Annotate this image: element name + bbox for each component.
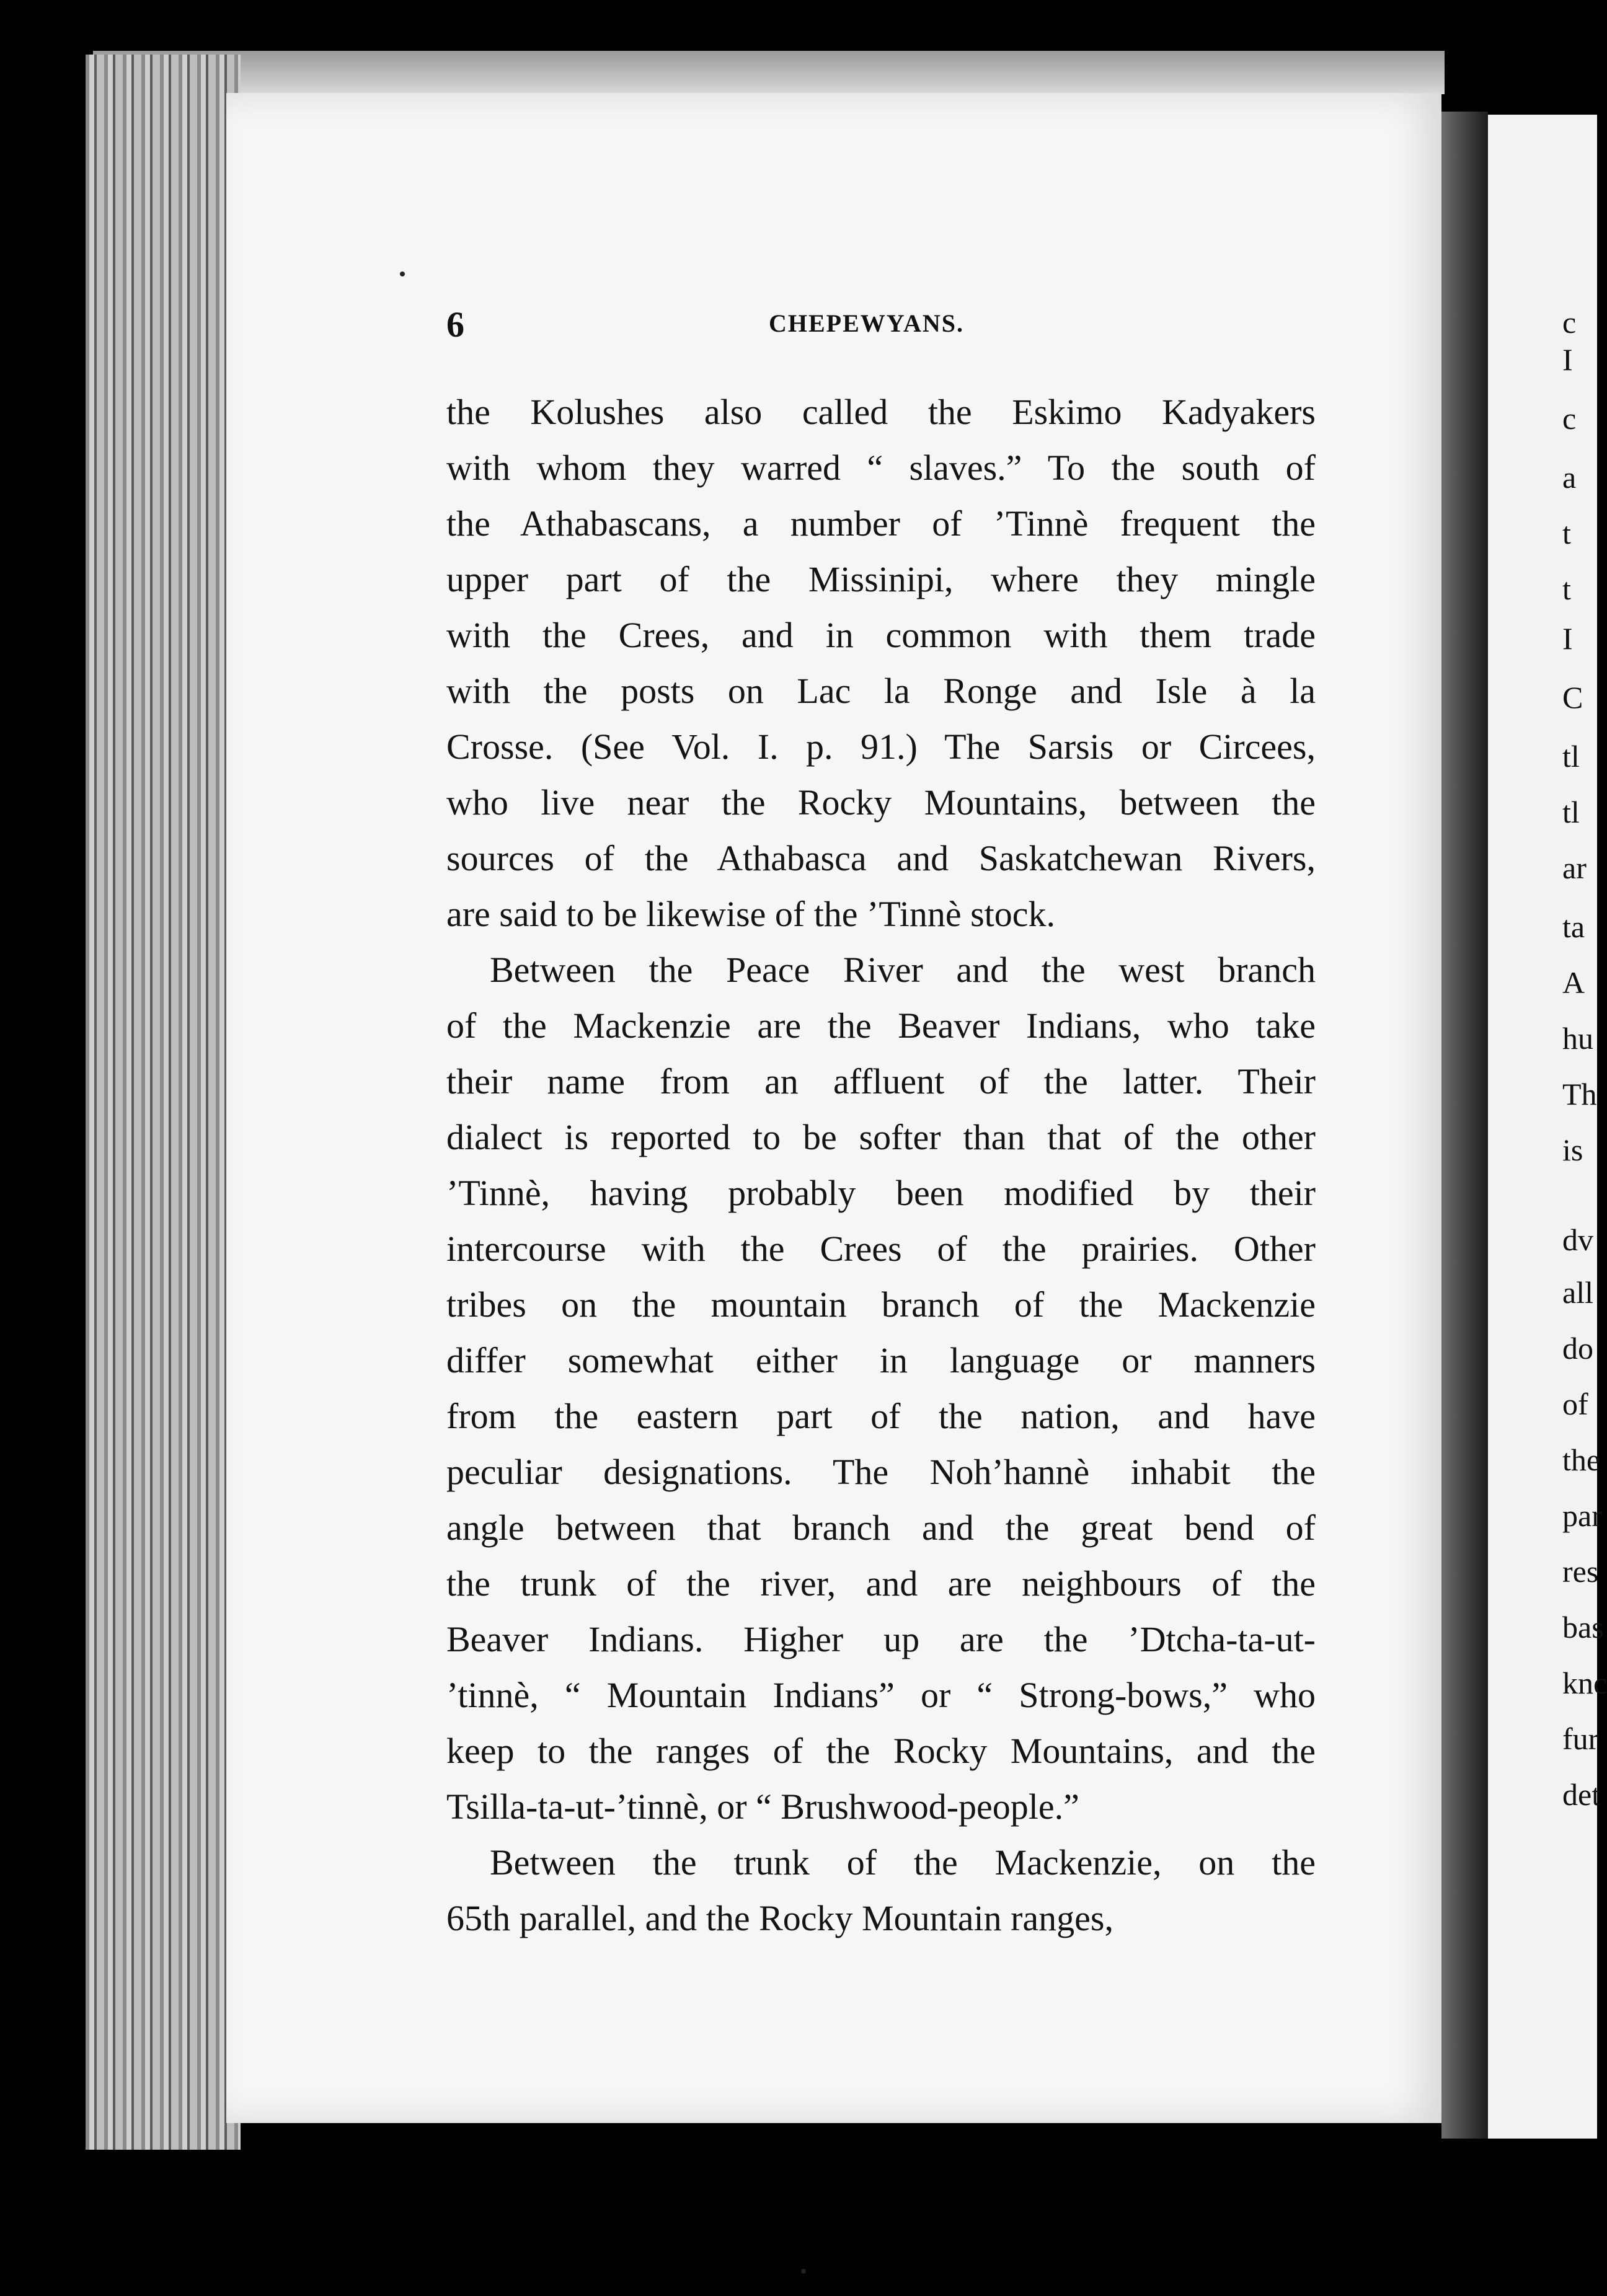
- speck: [400, 272, 405, 276]
- text-line: Between the trunk of the Mackenzie, on the: [490, 1842, 1316, 1883]
- facing-page-text-fragment: tl: [1562, 739, 1580, 774]
- facing-page-text-fragment: tl: [1562, 795, 1580, 829]
- text-line: Beaver Indians. Higher up are the ’Dtcha-ta-ut-: [446, 1619, 1316, 1659]
- facing-page-text-fragment: fur: [1562, 1721, 1599, 1756]
- facing-page-text-fragment: dv: [1562, 1222, 1593, 1257]
- facing-page-text-fragment: do: [1562, 1331, 1593, 1366]
- text-line: the trunk of the river, and are neighbours of the: [446, 1563, 1316, 1604]
- text-line: of the Mackenzie are the Beaver Indians, who take: [446, 1005, 1316, 1046]
- text-line: upper part of the Missinipi, where they mingle: [446, 559, 1316, 599]
- facing-page-text-fragment: Th: [1562, 1077, 1597, 1111]
- running-head: CHEPEWYANS.: [769, 309, 965, 337]
- text-line: with the posts on Lac la Ronge and Isle à la: [446, 671, 1316, 711]
- text-line: sources of the Athabasca and Saskatchewan Rivers,: [446, 838, 1316, 878]
- text-line: Between the Peace River and the west branch: [490, 950, 1316, 990]
- text-line: who live near the Rocky Mountains, between the: [446, 782, 1316, 823]
- text-line: with whom they warred “ slaves.” To the south of: [446, 448, 1316, 488]
- page-header: [446, 304, 1314, 347]
- facing-page-text-fragment: c: [1562, 401, 1577, 436]
- text-line: with the Crees, and in common with them trade: [446, 615, 1316, 655]
- page-number: 6: [446, 304, 464, 345]
- facing-page-text-fragment: par: [1562, 1498, 1602, 1533]
- text-line: their name from an affluent of the latter. Their: [446, 1061, 1316, 1102]
- text-line: tribes on the mountain branch of the Mackenzie: [446, 1284, 1316, 1325]
- facing-page-text-fragment: det: [1562, 1777, 1601, 1812]
- facing-page-text-fragment: knc: [1562, 1666, 1607, 1700]
- facing-page: [1488, 115, 1607, 2139]
- paragraph: [446, 942, 1316, 1835]
- text-line: peculiar designations. The Noh’hannè inhabit the: [446, 1452, 1316, 1492]
- facing-page-text-fragment: res: [1562, 1554, 1599, 1589]
- facing-page-text-fragment: hu: [1562, 1021, 1593, 1056]
- text-line: differ somewhat either in language or manners: [446, 1340, 1316, 1380]
- facing-page-text-fragment: t: [1562, 516, 1571, 550]
- text-line: from the eastern part of the nation, and have: [446, 1396, 1316, 1436]
- text-line: dialect is reported to be softer than that of the other: [446, 1117, 1316, 1157]
- text-line: 65th parallel, and the Rocky Mountain ranges,: [446, 1898, 1113, 1938]
- facing-page-text-fragment: c: [1562, 305, 1577, 340]
- facing-page-text-fragment: ar: [1562, 850, 1587, 885]
- facing-page-text-fragment: of: [1562, 1387, 1588, 1421]
- facing-page-text-fragment: all: [1562, 1275, 1593, 1310]
- facing-page-text-fragment: A: [1562, 965, 1585, 1000]
- paragraph: [446, 1835, 1316, 1946]
- facing-page-text-fragment: bas: [1562, 1610, 1604, 1645]
- facing-page-text-fragment: is: [1562, 1133, 1583, 1167]
- text-line: keep to the ranges of the Rocky Mountains, and the: [446, 1731, 1316, 1771]
- facing-page-text-fragment: I: [1562, 342, 1573, 377]
- page-stack-left-edge: [86, 55, 241, 2150]
- paragraph: [446, 384, 1316, 942]
- facing-page-text-fragment: the: [1562, 1442, 1601, 1477]
- text-line: the Athabascans, a number of ’Tinnè frequent the: [446, 503, 1316, 544]
- speck: [801, 2269, 806, 2274]
- text-line: angle between that branch and the great bend of: [446, 1508, 1316, 1548]
- text-line: Crosse. (See Vol. I. p. 91.) The Sarsis or Circees,: [446, 726, 1316, 767]
- facing-page-text-fragment: a: [1562, 460, 1577, 495]
- body-text: [446, 384, 1316, 1946]
- text-line: ’Tinnè, having probably been modified by their: [446, 1173, 1316, 1213]
- text-line: are said to be likewise of the ’Tinnè stock.: [446, 894, 1056, 934]
- text-line: Tsilla-ta-ut-’tinnè, or “ Brushwood-people.”: [446, 1786, 1079, 1827]
- text-line: the Kolushes also called the Eskimo Kadyakers: [446, 392, 1316, 432]
- facing-page-text-fragment: t: [1562, 572, 1571, 606]
- page-stack-top-edge: [93, 51, 1445, 94]
- text-line: intercourse with the Crees of the prairies. Other: [446, 1229, 1316, 1269]
- facing-page-text-fragment: I: [1562, 621, 1573, 656]
- text-line: ’tinnè, “ Mountain Indians” or “ Strong-bows,” who: [446, 1675, 1316, 1715]
- facing-page-text-fragment: C: [1562, 680, 1583, 715]
- book-gutter: [1441, 112, 1488, 2139]
- facing-page-text-fragment: ta: [1562, 909, 1585, 944]
